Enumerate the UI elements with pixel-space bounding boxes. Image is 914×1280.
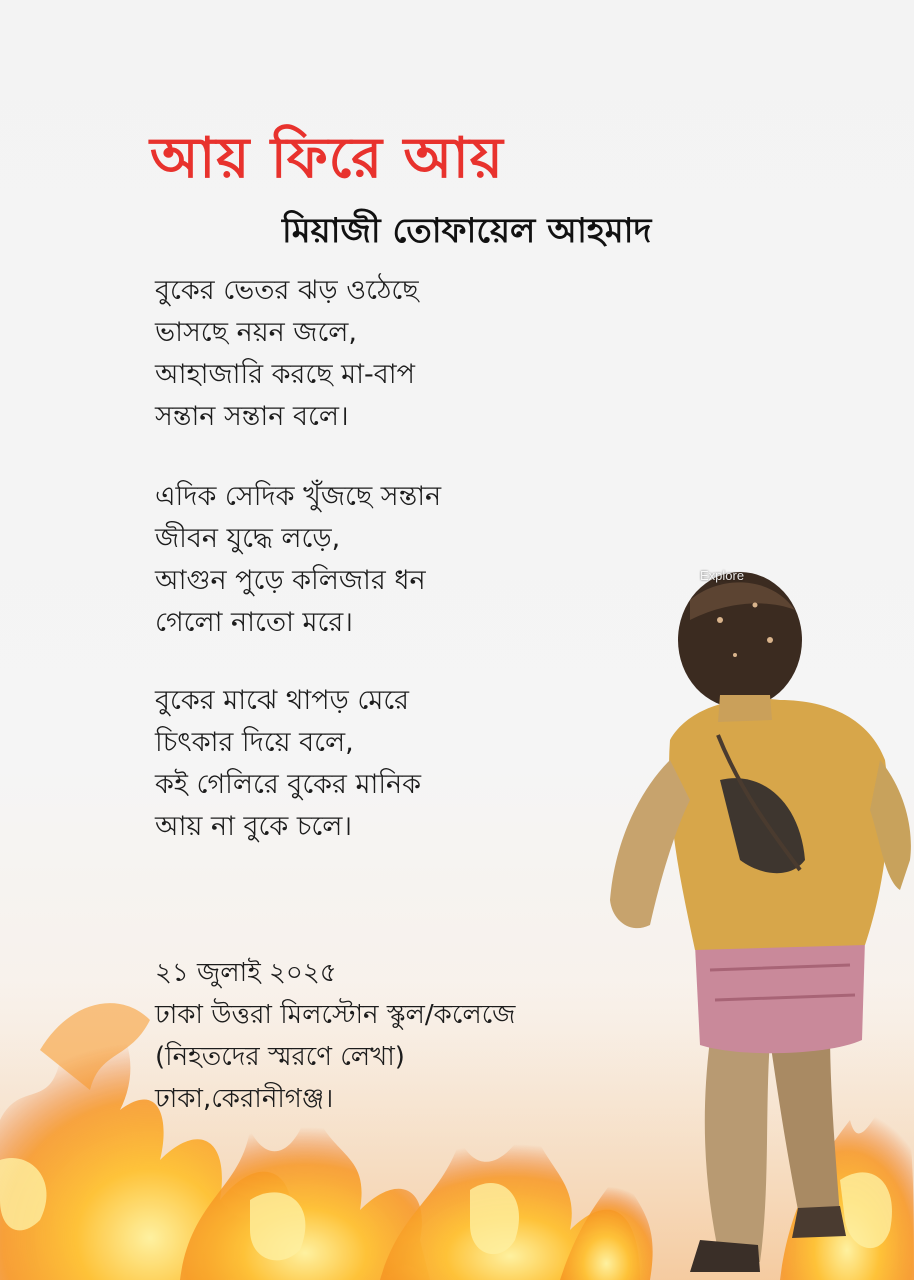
stanza-3 — [155, 680, 421, 848]
poem-line: চিৎকার দিয়ে বলে, — [155, 727, 354, 758]
poem-line: এদিক সেদিক খুঁজছে সন্তান — [155, 481, 442, 512]
stanza-1 — [155, 270, 419, 438]
poem-line: ভাসছে নয়ন জলে, — [155, 317, 358, 348]
footer-date: ২১ জুলাই ২০২৫ — [155, 958, 337, 988]
poem-line: আয় না বুকে চলে। — [155, 811, 353, 842]
poem-line: গেলো নাতো মরে। — [155, 607, 353, 638]
watermark-text: Explore — [700, 568, 745, 583]
poem-line: বুকের মাঝে থাপড় মেরে — [155, 685, 410, 716]
poem-line: আহাজারি করছে মা-বাপ — [155, 359, 415, 390]
poem-line: জীবন যুদ্ধে লড়ে, — [155, 523, 341, 554]
footer-place: ঢাকা উত্তরা মিলস্টোন স্কুল/কলেজে — [155, 1000, 516, 1030]
poem-line: কই গেলিরে বুকের মানিক — [155, 769, 422, 800]
poem-author: মিয়াজী তোফায়েল আহমাদ — [282, 211, 652, 251]
footer-location: ঢাকা,কেরানীগঞ্জ। — [155, 1084, 334, 1114]
poem-line: আগুন পুড়ে কলিজার ধন — [155, 565, 426, 596]
poem-line: বুকের ভেতর ঝড় ওঠেছে — [155, 275, 419, 306]
poem-footer — [155, 952, 515, 1120]
poem-line: সন্তান সন্তান বলে। — [155, 401, 349, 432]
footer-note: (নিহতদের স্মরণে লেখা) — [155, 1042, 405, 1072]
poem-title: আয় ফিরে আয় — [150, 125, 504, 191]
stanza-2 — [155, 476, 441, 644]
